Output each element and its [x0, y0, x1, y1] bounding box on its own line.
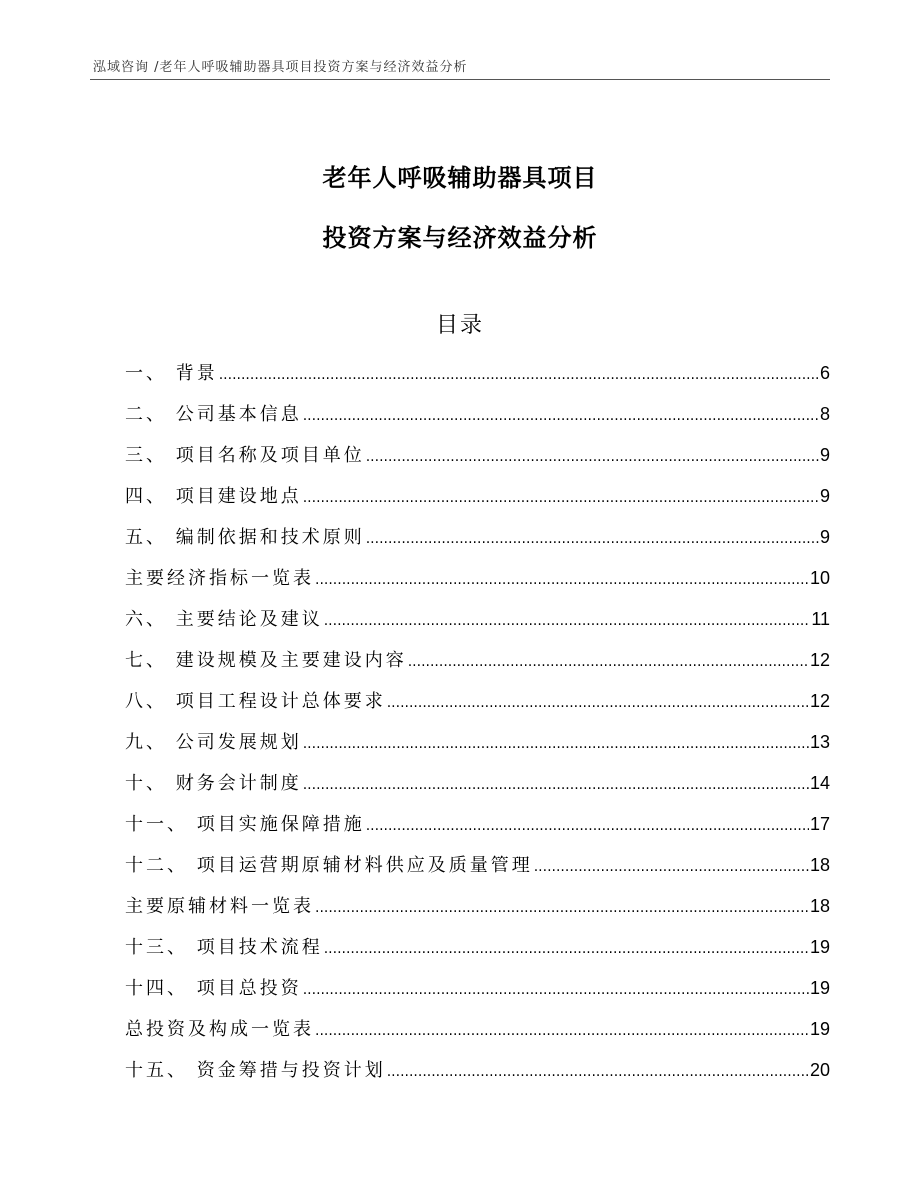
toc-entry-page: 19	[809, 937, 830, 957]
toc-entry[interactable]	[125, 481, 830, 522]
toc-entry-label: 五、 编制依据和技术原则	[125, 527, 365, 548]
toc-leader-dots	[387, 1057, 809, 1087]
toc-entry-page: 11	[811, 609, 830, 629]
toc-leader-dots	[408, 647, 809, 677]
toc-leader-dots	[303, 401, 819, 431]
toc-entry-label: 主要原辅材料一览表	[125, 896, 314, 917]
toc-entry-page: 12	[809, 691, 830, 711]
toc-leader-dots	[219, 360, 819, 390]
toc-entry[interactable]	[125, 1014, 830, 1055]
toc-entry-page: 13	[809, 732, 830, 752]
toc-entry[interactable]	[125, 440, 830, 481]
toc-entry-label: 总投资及构成一览表	[125, 1019, 314, 1040]
toc-entry[interactable]	[125, 563, 830, 604]
toc-entry-page: 17	[809, 814, 830, 834]
toc-entry[interactable]	[125, 645, 830, 686]
toc-entry-page: 20	[809, 1060, 830, 1080]
toc-entry[interactable]	[125, 973, 830, 1014]
toc-leader-dots	[366, 811, 809, 841]
toc-entry-label: 六、 主要结论及建议	[125, 609, 323, 630]
header-divider	[90, 79, 830, 80]
toc-entry-page: 12	[809, 650, 830, 670]
toc-leader-dots	[366, 524, 819, 554]
toc-entry-page: 9	[819, 445, 830, 465]
toc-entry-label: 八、 项目工程设计总体要求	[125, 691, 386, 712]
toc-entry-label: 四、 项目建设地点	[125, 486, 302, 507]
toc-entry[interactable]	[125, 686, 830, 727]
toc-entry-label: 十五、 资金筹措与投资计划	[125, 1060, 386, 1081]
toc-entry-page: 18	[809, 855, 830, 875]
toc-leader-dots	[324, 934, 809, 964]
toc-leader-dots	[303, 483, 819, 513]
toc-leader-dots	[387, 688, 809, 718]
toc-entry-label: 三、 项目名称及项目单位	[125, 445, 365, 466]
toc-entry-label: 十三、 项目技术流程	[125, 937, 323, 958]
toc-entry[interactable]	[125, 809, 830, 850]
toc-entry[interactable]	[125, 358, 830, 399]
toc-entry-page: 19	[809, 1019, 830, 1039]
toc-entry-label: 七、 建设规模及主要建设内容	[125, 650, 407, 671]
toc-entry[interactable]	[125, 522, 830, 563]
document-title-line-2: 投资方案与经济效益分析	[322, 224, 598, 252]
toc-entry[interactable]	[125, 1055, 830, 1096]
toc-entry-label: 十二、 项目运营期原辅材料供应及质量管理	[125, 855, 533, 876]
toc-leader-dots	[315, 565, 809, 595]
toc-entry-page: 8	[819, 404, 830, 424]
toc-leader-dots	[534, 852, 809, 882]
toc-entry-page: 9	[819, 486, 830, 506]
toc-leader-dots	[303, 770, 809, 800]
toc-entry[interactable]	[125, 727, 830, 768]
toc-entry-label: 十四、 项目总投资	[125, 978, 302, 999]
toc-heading: 目录	[435, 313, 484, 338]
toc-leader-dots	[303, 729, 809, 759]
table-of-contents	[125, 358, 830, 1096]
toc-entry[interactable]	[125, 932, 830, 973]
toc-entry-label: 十、 财务会计制度	[125, 773, 302, 794]
toc-entry-page: 10	[809, 568, 830, 588]
toc-leader-dots	[315, 1016, 809, 1046]
running-header: 泓域咨询 /老年人呼吸辅助器具项目投资方案与经济效益分析	[93, 60, 468, 75]
toc-entry[interactable]	[125, 604, 830, 645]
toc-entry-label: 主要经济指标一览表	[125, 568, 314, 589]
toc-leader-dots	[315, 893, 809, 923]
toc-entry-page: 14	[809, 773, 830, 793]
document-title-line-1: 老年人呼吸辅助器具项目	[322, 164, 598, 192]
toc-leader-dots	[303, 975, 809, 1005]
toc-leader-dots	[324, 606, 811, 636]
toc-entry-label: 十一、 项目实施保障措施	[125, 814, 365, 835]
toc-entry[interactable]	[125, 891, 830, 932]
toc-entry[interactable]	[125, 768, 830, 809]
toc-entry-page: 18	[809, 896, 830, 916]
toc-entry-page: 6	[819, 363, 830, 383]
toc-entry[interactable]	[125, 399, 830, 440]
toc-entry-label: 九、 公司发展规划	[125, 732, 302, 753]
toc-entry-label: 一、 背景	[125, 363, 218, 384]
toc-entry-page: 9	[819, 527, 830, 547]
toc-leader-dots	[366, 442, 819, 472]
toc-entry[interactable]	[125, 850, 830, 891]
toc-entry-label: 二、 公司基本信息	[125, 404, 302, 425]
toc-entry-page: 19	[809, 978, 830, 998]
